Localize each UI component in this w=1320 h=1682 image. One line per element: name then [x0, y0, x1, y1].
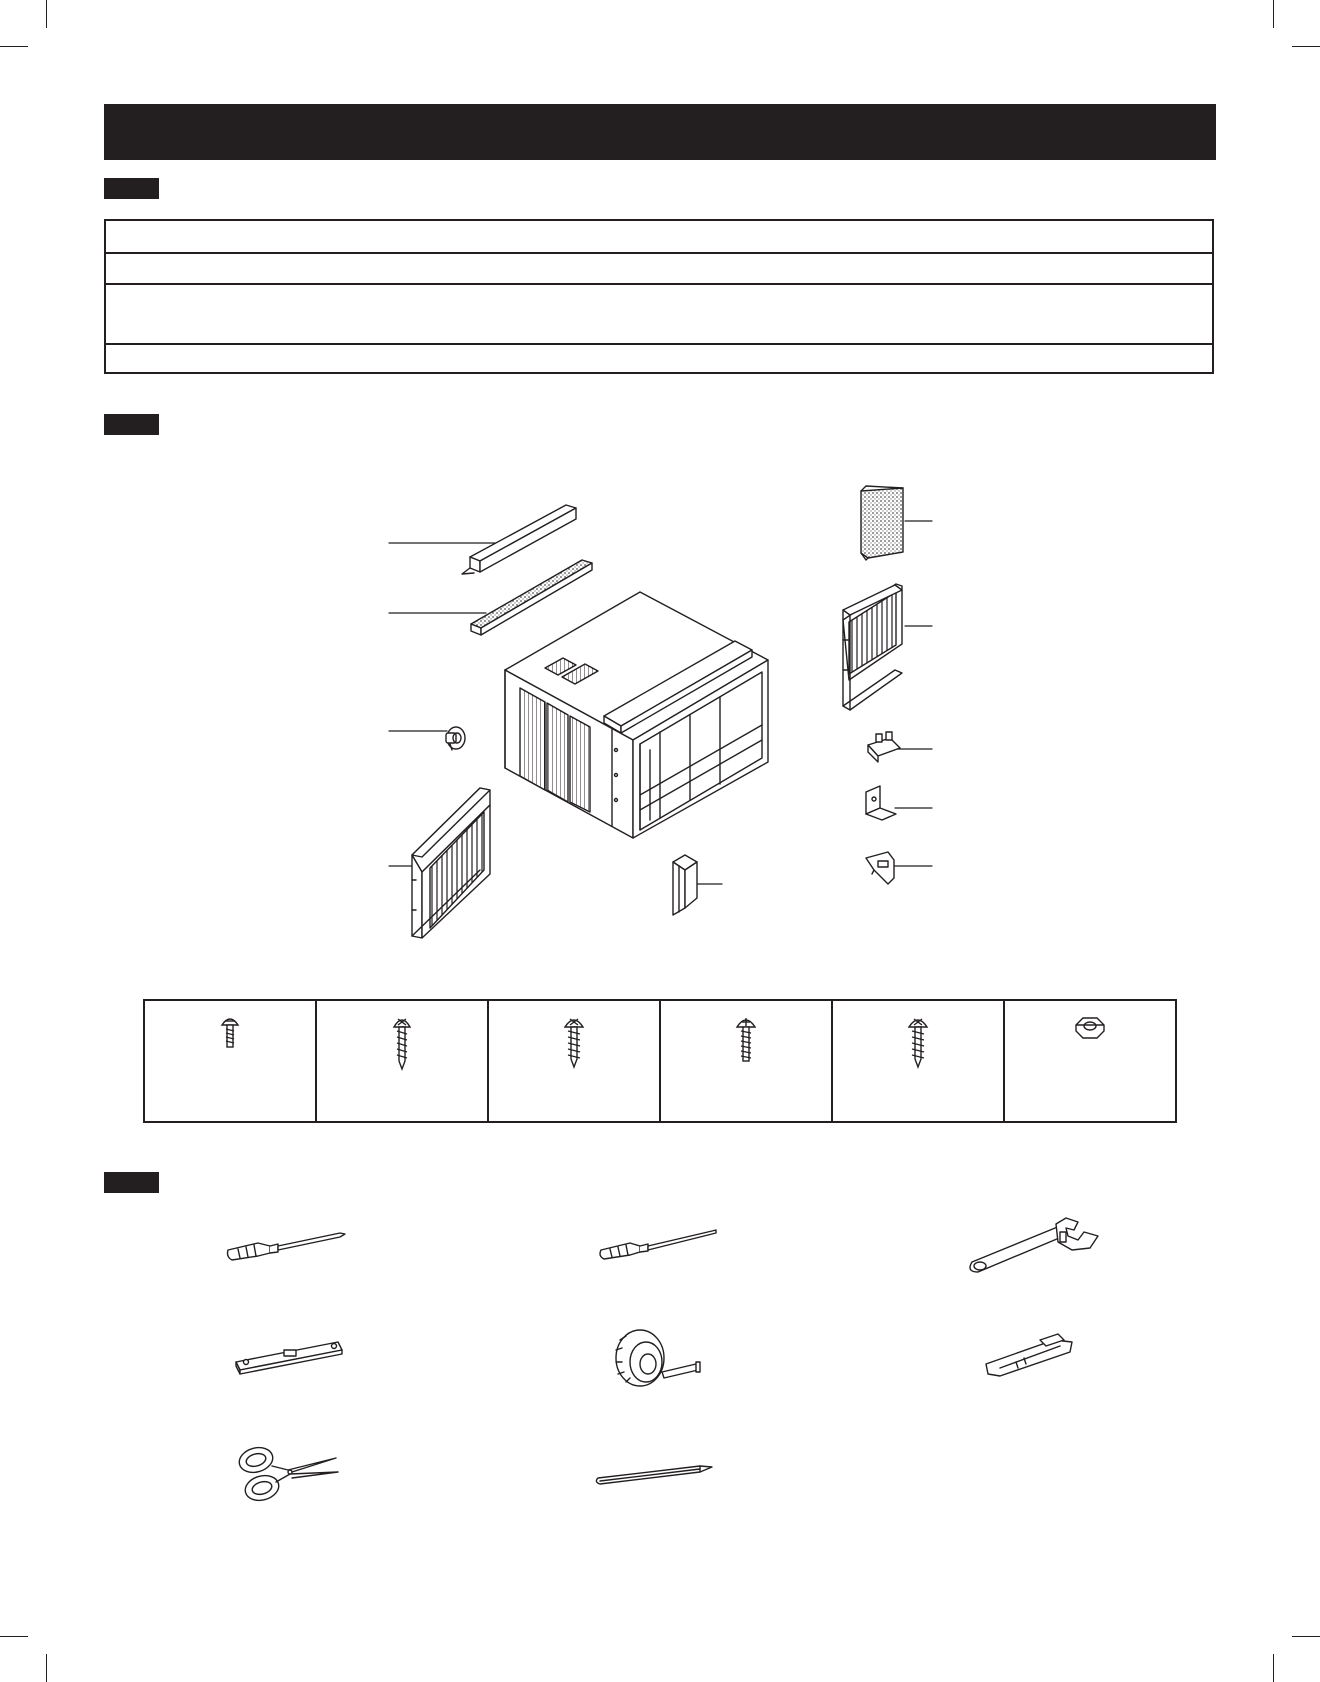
tape-measure-icon — [616, 1330, 700, 1386]
flat-screwdriver-icon — [600, 1230, 716, 1259]
foam-strip-adhesive — [471, 560, 592, 635]
screw-icon — [563, 1015, 585, 1071]
screw-icon — [907, 1015, 929, 1071]
scissors-icon — [236, 1444, 338, 1504]
fastener-cell — [489, 1001, 661, 1121]
pencil-icon — [596, 1466, 712, 1484]
seal-pad — [861, 486, 903, 560]
fastener-cell — [1005, 1001, 1175, 1121]
section-tab-tools — [104, 1172, 159, 1193]
corner-bracket — [866, 852, 894, 884]
foam-strip-top — [462, 505, 576, 574]
fastener-cell — [145, 1001, 317, 1121]
fasteners-table — [143, 999, 1177, 1123]
phillips-screwdriver-icon — [228, 1233, 346, 1260]
utility-knife-icon — [986, 1334, 1072, 1376]
curtain-panel-right — [843, 584, 902, 710]
fastener-cell — [317, 1001, 489, 1121]
fastener-cell — [661, 1001, 833, 1121]
level-icon — [236, 1342, 342, 1374]
fastener-cell — [833, 1001, 1005, 1121]
clip-part — [868, 732, 900, 762]
screw-icon — [392, 1015, 412, 1073]
air-conditioner-cabinet — [505, 592, 768, 838]
window-lock-part — [446, 727, 465, 750]
curtain-panel-left — [412, 788, 490, 938]
screw-icon — [735, 1015, 757, 1065]
tools-illustration — [0, 1200, 1320, 1520]
adjustable-wrench-icon — [970, 1218, 1098, 1272]
support-bracket — [673, 855, 697, 915]
screw-icon — [220, 1015, 240, 1055]
angle-bracket — [866, 786, 896, 820]
hex-nut-icon — [1073, 1015, 1107, 1041]
